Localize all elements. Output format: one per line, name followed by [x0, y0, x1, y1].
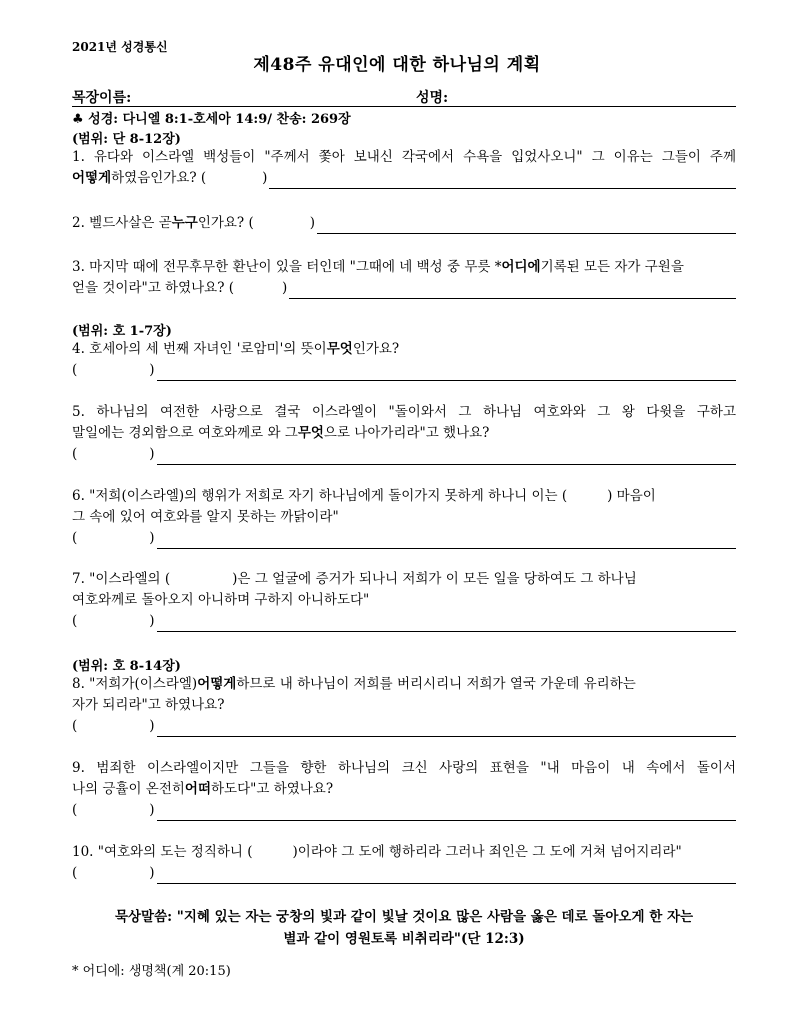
meditation-verse	[72, 906, 736, 950]
answer-line-6[interactable]	[157, 533, 736, 549]
question-2	[72, 213, 736, 234]
question-9-paren-open: (	[72, 802, 78, 818]
question-3-line2: 얻을 것이라"고 하였나요? (	[72, 280, 234, 296]
question-5-line1: 5. 하나님의 여전한 사랑으로 결국 이스라엘이 "돌이와서 그 하나님 여호와와 그 왕 다윗을 구하고	[72, 404, 736, 420]
question-7	[72, 569, 736, 632]
question-5-paren-close: )	[149, 446, 155, 462]
answer-line-1[interactable]	[269, 173, 736, 189]
name-header	[72, 86, 736, 107]
question-4-paren-open: (	[72, 362, 78, 378]
question-10-paren-close: )	[149, 865, 155, 881]
answer-line-9[interactable]	[157, 805, 736, 821]
question-4	[72, 339, 736, 381]
question-10-line1-pre: 10. "여호와의 도는 정직하니 (	[72, 844, 253, 860]
question-8-paren-open: (	[72, 718, 78, 734]
question-3-line1-post: 기록된 모든 자가 구원을	[540, 259, 684, 275]
question-3	[72, 257, 736, 299]
answer-line-2[interactable]	[317, 218, 736, 234]
answer-line-8[interactable]	[157, 721, 736, 737]
question-9-bold: 어떠	[184, 781, 212, 797]
question-9-line1: 9. 범죄한 이스라엘이지만 그들을 향한 하나님의 크신 사랑의 표현을 "내 마음이 내 속에서 돌이서	[72, 760, 736, 776]
page-title: 제48주 유대인에 대한 하나님의 계획	[253, 55, 541, 75]
answer-line-7[interactable]	[157, 616, 736, 632]
question-8-paren-close: )	[149, 718, 155, 734]
question-1-line1: 1. 유다와 이스라엘 백성들이 "주께서 쫓아 보내신 각국에서 수욕을 입었사오니" 그 이유는 그들이 주께	[72, 149, 736, 165]
meditation-line-1: 묵상말씀: "지혜 있는 자는 궁창의 빛과 같이 빛날 것이요 많은 사람을 옳은 데로 돌아오게 한 자는	[114, 909, 694, 925]
question-6-line1-post: ) 마음이	[607, 488, 656, 504]
question-2-pre: 2. 벨드사살은 곧	[72, 215, 172, 231]
question-10	[72, 842, 736, 884]
footnote: * 어디에: 생명책(계 20:15)	[72, 964, 231, 979]
question-8	[72, 674, 736, 737]
pastor-label: 목장이름:	[72, 90, 132, 106]
question-8-bold: 어떻게	[197, 676, 237, 692]
question-8-line1-pre: 8. "저희가(이스라엘)	[72, 676, 198, 692]
question-7-paren-close: )	[149, 613, 155, 629]
question-8-line1-post: 하므로 내 하나님이 저희를 버리시리니 저희가 열국 가운데 유리하는	[236, 676, 636, 692]
question-1	[72, 147, 736, 189]
question-6-paren-open: (	[72, 530, 78, 546]
question-9-paren-close: )	[149, 802, 155, 818]
answer-line-4[interactable]	[157, 365, 736, 381]
name-label: 성명:	[416, 90, 449, 106]
question-9-line2-pre: 나의 긍휼이 온전히	[72, 781, 185, 797]
question-2-bold: 누구	[171, 215, 198, 231]
question-4-line1-pre: 4. 호세아의 세 번째 자녀인 '로암미'의 뜻이	[72, 341, 327, 357]
range-heading-1: (범위: 단 8-12장)	[72, 132, 181, 147]
question-1-paren-close: )	[262, 170, 268, 186]
question-6	[72, 486, 736, 549]
question-5	[72, 402, 736, 465]
question-3-line1-pre: 3. 마지막 때에 전무후무한 환난이 있을 터인데 "그때에 네 백성 중 무릇 *	[72, 259, 502, 275]
question-9	[72, 758, 736, 821]
question-10-paren-open: (	[72, 865, 78, 881]
question-2-paren-close: )	[309, 215, 316, 231]
question-10-line1-post: )이라야 그 도에 행하리라 그러나 죄인은 그 도에 거쳐 넘어지리라"	[292, 844, 682, 860]
question-2-post: 인가요? (	[197, 215, 254, 231]
question-1-line2: 하였음인가요? (	[111, 170, 207, 186]
question-7-line2: 여호와께로 돌아오지 아니하며 구하지 아니하도다"	[72, 592, 370, 608]
question-6-line1-pre: 6. "저희(이스라엘)의 행위가 저희로 자기 하나님에게 돌이가지 못하게 하나니 이는 (	[72, 488, 568, 504]
question-3-paren-close: )	[282, 280, 288, 296]
question-5-line2-pre: 말일에는 경외함으로 여호와께로 와 그	[72, 425, 298, 441]
question-7-paren-open: (	[72, 613, 78, 629]
question-5-paren-open: (	[72, 446, 78, 462]
question-4-line1-post: 인가요?	[352, 341, 400, 357]
bible-reference: ♣ 성경: 다니엘 8:1-호세아 14:9/ 찬송: 269장	[72, 112, 351, 127]
question-6-line2: 그 속에 있어 여호와를 알지 못하는 까닭이라"	[72, 509, 339, 525]
question-9-line2-post: 하도다"고 하였나요?	[211, 781, 334, 797]
answer-line-10[interactable]	[157, 868, 736, 884]
question-6-paren-close: )	[149, 530, 155, 546]
range-heading-2: (범위: 호 1-7장)	[72, 324, 172, 339]
question-4-paren-close: )	[149, 362, 155, 378]
question-8-line2: 자가 되리라"고 하였나요?	[72, 697, 225, 713]
question-3-bold: 어디에	[501, 259, 541, 275]
year-label: 2021년 성경통신	[72, 40, 168, 54]
meditation-line-2: 별과 같이 영원토록 비취리라"(단 12:3)	[283, 931, 525, 947]
answer-line-3[interactable]	[289, 283, 736, 299]
question-4-bold: 무엇	[326, 341, 353, 357]
answer-line-5[interactable]	[157, 449, 736, 465]
question-1-bold: 어떻게	[72, 170, 112, 186]
question-7-line1-pre: 7. "이스라엘의 (	[72, 571, 171, 587]
question-5-bold: 무엇	[297, 425, 324, 441]
question-5-line2-post: 으로 나아가리라"고 했나요?	[323, 425, 490, 441]
question-7-line1-post: )은 그 얼굴에 증거가 되나니 저희가 이 모든 일을 당하여도 그 하나님	[232, 571, 637, 587]
range-heading-3: (범위: 호 8-14장)	[72, 659, 181, 674]
